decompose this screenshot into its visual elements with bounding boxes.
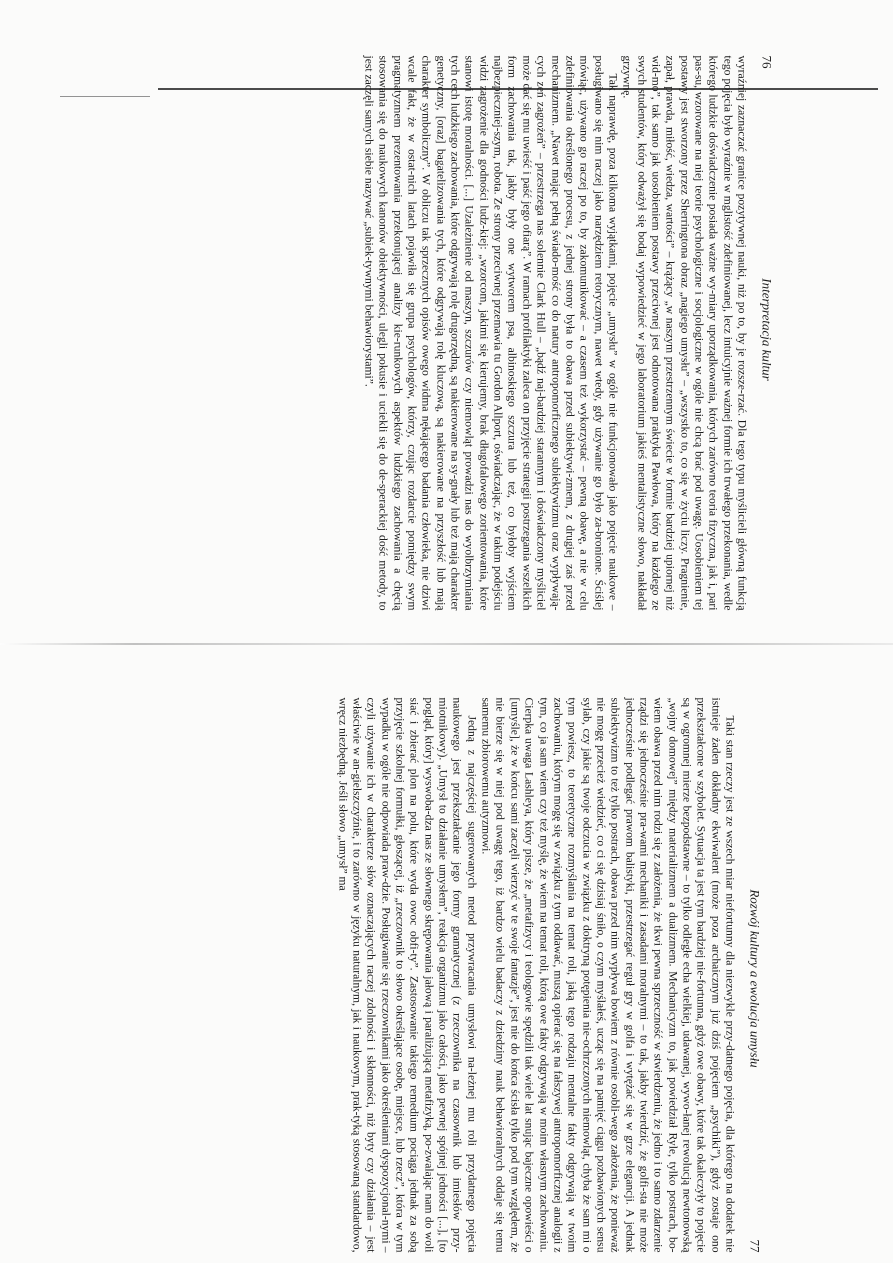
page-header (759, 56, 775, 611)
page-text (335, 698, 737, 1253)
book-gutter (0, 643, 893, 645)
page-number: 76 (759, 55, 775, 69)
page-header (747, 698, 763, 1253)
page-number: 77 (747, 1239, 763, 1253)
paragraph: Taki stan rzeczy jest ze wszech miar niefortunny dla niezwykle przy-datnego pojęcia, dla którego na dodatek nie istnieje żaden dokładny ekwiwalent (może poza archaicznym już dziś pojęciem „psychiki”), gdyż zostaje ono przekształcone w szybolet. Sytuacja ta jest tym bardziej nie-fortunna, gdyż owe obawy, które tak okaleczyły to pojęcie są w ogromnej mierze bezpodstawne – to tylko odległe echa wielkiej, udawanej, wywo-łanej rewolucją newtonowską „wojny domowej” między materializmem a dualizmem. Mechanicyzm to, jak powiedział Ryle, tylko postrach, bo-wiem obawa przed nim rodzi się z założenia, że tkwi pewna sprzeczność w stwierdzeniu, że jedno i to samo zdarzenie rządzi się jednocześnie pra-wami mechaniki i zasadami moralnymi – to tak, jakby twierdzić, że golfi-sta nie może jednocześnie podlegać prawom balistyki, przestrzegać reguł gry w golfa i wytężać się w grze elegancji. A jednak subiektywizm to też tylko postrach, obawa przed nim wypływa bowiem z równie osobli-wego założenia, że ponieważ nie mogę przecież wiedzieć, co ci się dzisiaj śniło, o czym myślałeś, ucząc się na pamięć ciągu pozbawionych sensu sylab, czy jakie są twoje odczucia w związku z doktryną potępienia nie-ochrzczonych niemowląt, chyba że sam mi o tym powiesz, to teoretyczne rozmyślania na temat roli, jaką tego rodzaju mentalne fakty odgrywają w twoim zachowaniu, którym mogę się w związku z tym oddawać, muszą opierać się na fałszywej antropomorficznej analogii z tym, co ja sam wiem czy też myślę, że wiem na temat roli, którą owe fakty odgrywają w moim własnym zachowaniu. Cierpka uwaga Lashleya, który pisze, że „metafizycy i teologowie spędzili tak wiele lat snując bajeczne opowieści o [umyśle], że w końcu sami zaczęli wierzyć w te swoje fantazje”, jest nie do końca ścisła tylko pod tym względem, że nie bierze się w niej pod uwagę tego, iż bardzo wielu badaczy z dziedziny nauk behawioralnych oddaje się temu samemu zbiorowemu autyzmowi. (479, 697, 737, 1253)
paragraph: Tak naprawdę, poza kilkoma wyjątkami, pojęcie „umysłu” w ogóle nie funkcjonowało jako pojęcie naukowe – posługiwano się nim raczej jako narzędziem retorycznym, nawet wtedy, gdy używanie go było za-bronione. Ściślej mówiąc, używano go raczej po to, by zakomunikować – a czasem też wykorzystać – pewną obawę, a nie w celu zdefiniowania określonego procesu, z jednej strony była to obawa przed subiektywi-zmem, z drugiej zaś przed mechanizmem. „Nawet mając pełną świado-mość co do natury antropomorficznego subiektywizmu oraz wypływają-cych zeń zagrożeń” – przestrzega nas solennie Clark Hull – „bądź naj-bardziej starannym i doświadczony myśliciel może dać się mu uwieść i paść jego ofiarą”. W ramach profilaktyki zaleca on przyjęcie strategii postrzegania wszelkich form zachowania tak, jakby były one wytworem psa, albinoskiego szczura lub też, co byłoby wyjściem najbezpieczniej-szym, robota. Ze strony przeciwnej przemawia tu Gordon Allport, oświadczając, że w takim podejściu widzi zagrożenie dla godności ludz-kiej: „wzorcom, jakimi się kierujemy, brak długofalowego zorientowania, które stanowi istotę moralności. [...] Uzależnienie od maszyn, szczurów czy niemowląt prowadzi nas do wyolbrzymiania tych cech ludzkiego zachowania, które odgrywają rolę drugorzędną, są nakierowane na sy-gnały lub też mają charakter genetyczny, [oraz] bagatelizowania tych, które odgrywają rolę kluczową, są nakierowane na przyszłość lub mają charakter symboliczny”. W obliczu tak sprzecznych opisów owego widma nękającego badania człowieka, nie dziwi wcale fakt, że w ostat-nich latach pojawiła się grupa psychologów, którzy, czując rozdarcie pomiędzy swym pragmatyzmem prezentowania przekonującej analizy kie-runkowych aspektów ludzkiego zachowania a chęcią stosowania się do naukowych kanonów obiektywności, ulegli pokusie i uciekli się do de-sperackiej dość metody, to jest zaczęli samych siebie nazywać „subiek-tywnymi behawiorystami”. (362, 55, 620, 611)
running-title: Interpretacja kultur (759, 278, 775, 381)
page-text (361, 56, 748, 611)
page-76 (345, 56, 775, 611)
paragraph: wyraźniej zaznaczać granice pozytywnej nauki, niż po to, by je rozsze-rzać. Dla tego typu myślicieli główną funkcją tego pojęcia było wyraźnie w mglistość zdefiniowanej, lecz intuicyjnie ważnej formie ich trwałego przekonania, wedle którego ludzkie doświadczenie posiada ważne wy-miary uporządkowania, których zarówno teoria fizyczna, jak i, pari pas-su, wzorowane na niej teorie psychologiczne i socjologiczne w ogóle nie chcą brać pod uwagę. Uosobieniem tej postawy jest stworzony przez Sherringtona obraz „nagiego umysłu” – „wszystko to, co się w życiu liczy. Pragnienie, zapał, prawda, miłość, wiedza, wartości” – krążący „w naszym przestrzennym świecie w formie bardziej upiornej niż wid-mo”, tak samo jak uosobieniem postawy przeciwnej jest odnotowana praktyka Pawłowa, który na każdego ze swych studentów, który odważył się bodaj wypowiedzieć w jego laboratorium jakieś mentalistyczne słowo, nakładał grzywnę. (620, 55, 749, 611)
scan-edge-mark (60, 96, 150, 97)
running-title: Rozwój kultury a ewolucja umysłu (747, 889, 763, 1068)
page-77 (333, 698, 763, 1253)
paragraph: Jedną z najczęściej sugerowanych metod przywracania umysłowi na-leżnej mu roli przydatnego pojęcia naukowego jest przekształcanie jego formy gramatycznej (z rzeczownika na czasownik lub imiesłów przy-miotnikowy). „Umysł to działanie umysłem”, reakcja organizmu jako całości, jako pewnej spójnej jedności [...], [to pogląd, który] wyswoba-dza nas ze słownego skrępowania jałową i paraliżującą metafizyką, po-zwalając nam do woli siać i zbierać plon na polu, które wyda owoc obfi-ty”. Zastosowanie takiego remedium pociąga jednak za sobą przyjęcie szkolnej formułki, głoszącej, iż „rzeczownik to słowo określające osobę, miejsce, lub rzecz”, która w tym wypadku w ogóle nie odpowiada praw-dzie. Posługiwanie się rzeczownikami jako określeniami dyspozycjonal-nymi – czyli używanie ich w charakterze słów oznaczających raczej zdolności i skłonności, niż byty czy działania – jest właściwie w an-gielszczyźnie, i to zarówno w języku naturalnym, jak i naukowym, prak-tyką stosowaną standardowo, wręcz niezbędną. Jeśli słowo „umysł” ma (336, 697, 479, 1253)
